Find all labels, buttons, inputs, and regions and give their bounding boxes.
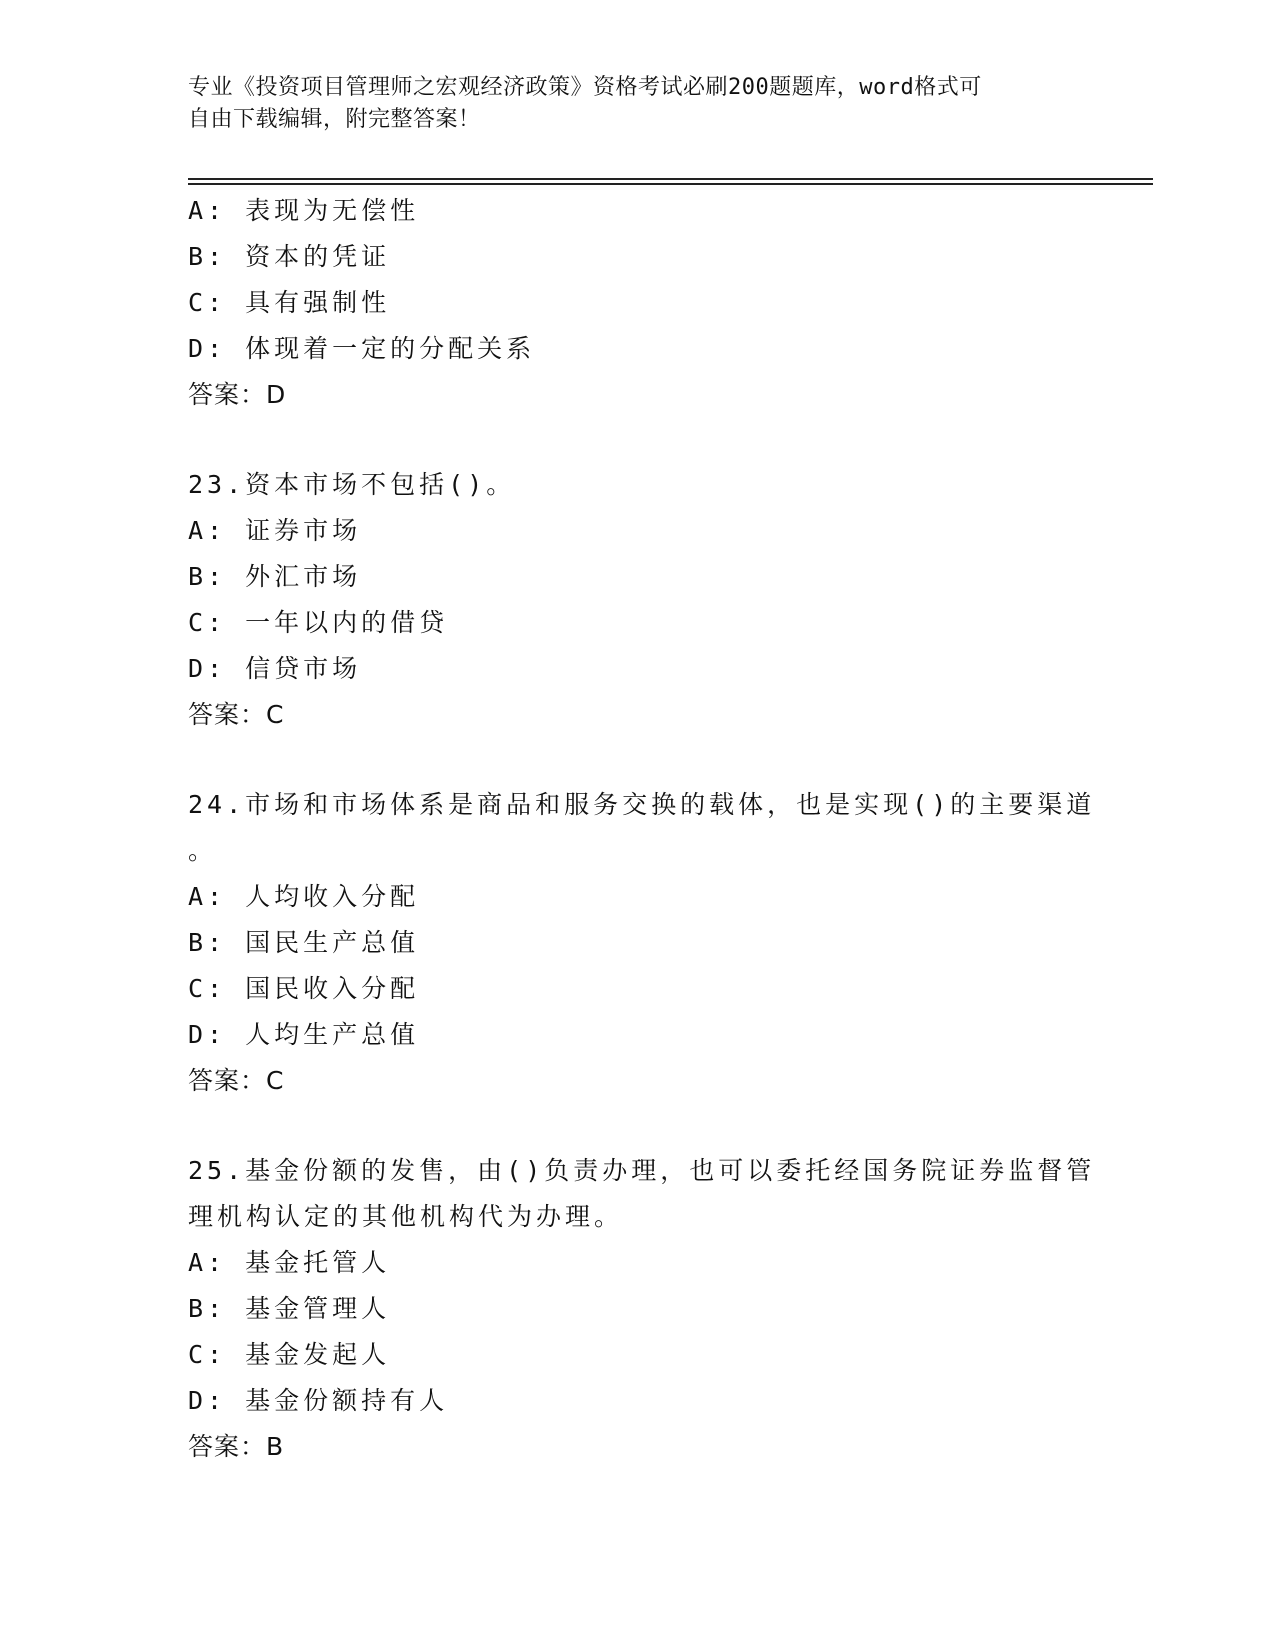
question-text-line-2: 。 (188, 836, 218, 865)
header-line-1: 专业《投资项目管理师之宏观经济政策》资格考试必刷200题题库，word格式可 (188, 75, 982, 100)
option-b: B: 国民生产总值 (188, 928, 420, 957)
option-d: D: 基金份额持有人 (188, 1386, 449, 1415)
option-a: A: 表现为无偿性 (188, 196, 420, 225)
option-d: D: 体现着一定的分配关系 (188, 334, 536, 363)
question-text-line-2: 理机构认定的其他机构代为办理。 (188, 1202, 624, 1231)
answer-line: 答案：B (188, 1432, 285, 1461)
answer-line: 答案：C (188, 700, 285, 729)
header-line-2: 自由下载编辑，附完整答案！ (188, 107, 481, 132)
header-divider-bottom (188, 183, 1153, 185)
question-23 (188, 462, 1148, 738)
question-text-line-1: 25.基金份额的发售，由()负责办理，也可以委托经国务院证券监督管 (188, 1156, 1096, 1185)
header-divider-top (188, 178, 1153, 180)
option-b: B: 资本的凭证 (188, 242, 391, 271)
option-a: A: 证券市场 (188, 516, 362, 545)
option-d: D: 人均生产总值 (188, 1020, 420, 1049)
document-body (188, 188, 1148, 1470)
option-c: C: 一年以内的借贷 (188, 608, 449, 637)
question-text-line-1: 24.市场和市场体系是商品和服务交换的载体，也是实现()的主要渠道 (188, 790, 1096, 819)
answer-line: 答案：C (188, 1066, 285, 1095)
option-c: C: 基金发起人 (188, 1340, 391, 1369)
question-text: 23.资本市场不包括()。 (188, 470, 516, 499)
option-d: D: 信贷市场 (188, 654, 362, 683)
question-22-continued (188, 188, 1148, 418)
option-a: A: 基金托管人 (188, 1248, 391, 1277)
option-b: B: 外汇市场 (188, 562, 362, 591)
question-24 (188, 782, 1148, 1104)
option-c: C: 具有强制性 (188, 288, 391, 317)
answer-line: 答案：D (188, 380, 287, 409)
question-25 (188, 1148, 1148, 1470)
document-header (188, 72, 1068, 136)
option-a: A: 人均收入分配 (188, 882, 420, 911)
option-c: C: 国民收入分配 (188, 974, 420, 1003)
option-b: B: 基金管理人 (188, 1294, 391, 1323)
